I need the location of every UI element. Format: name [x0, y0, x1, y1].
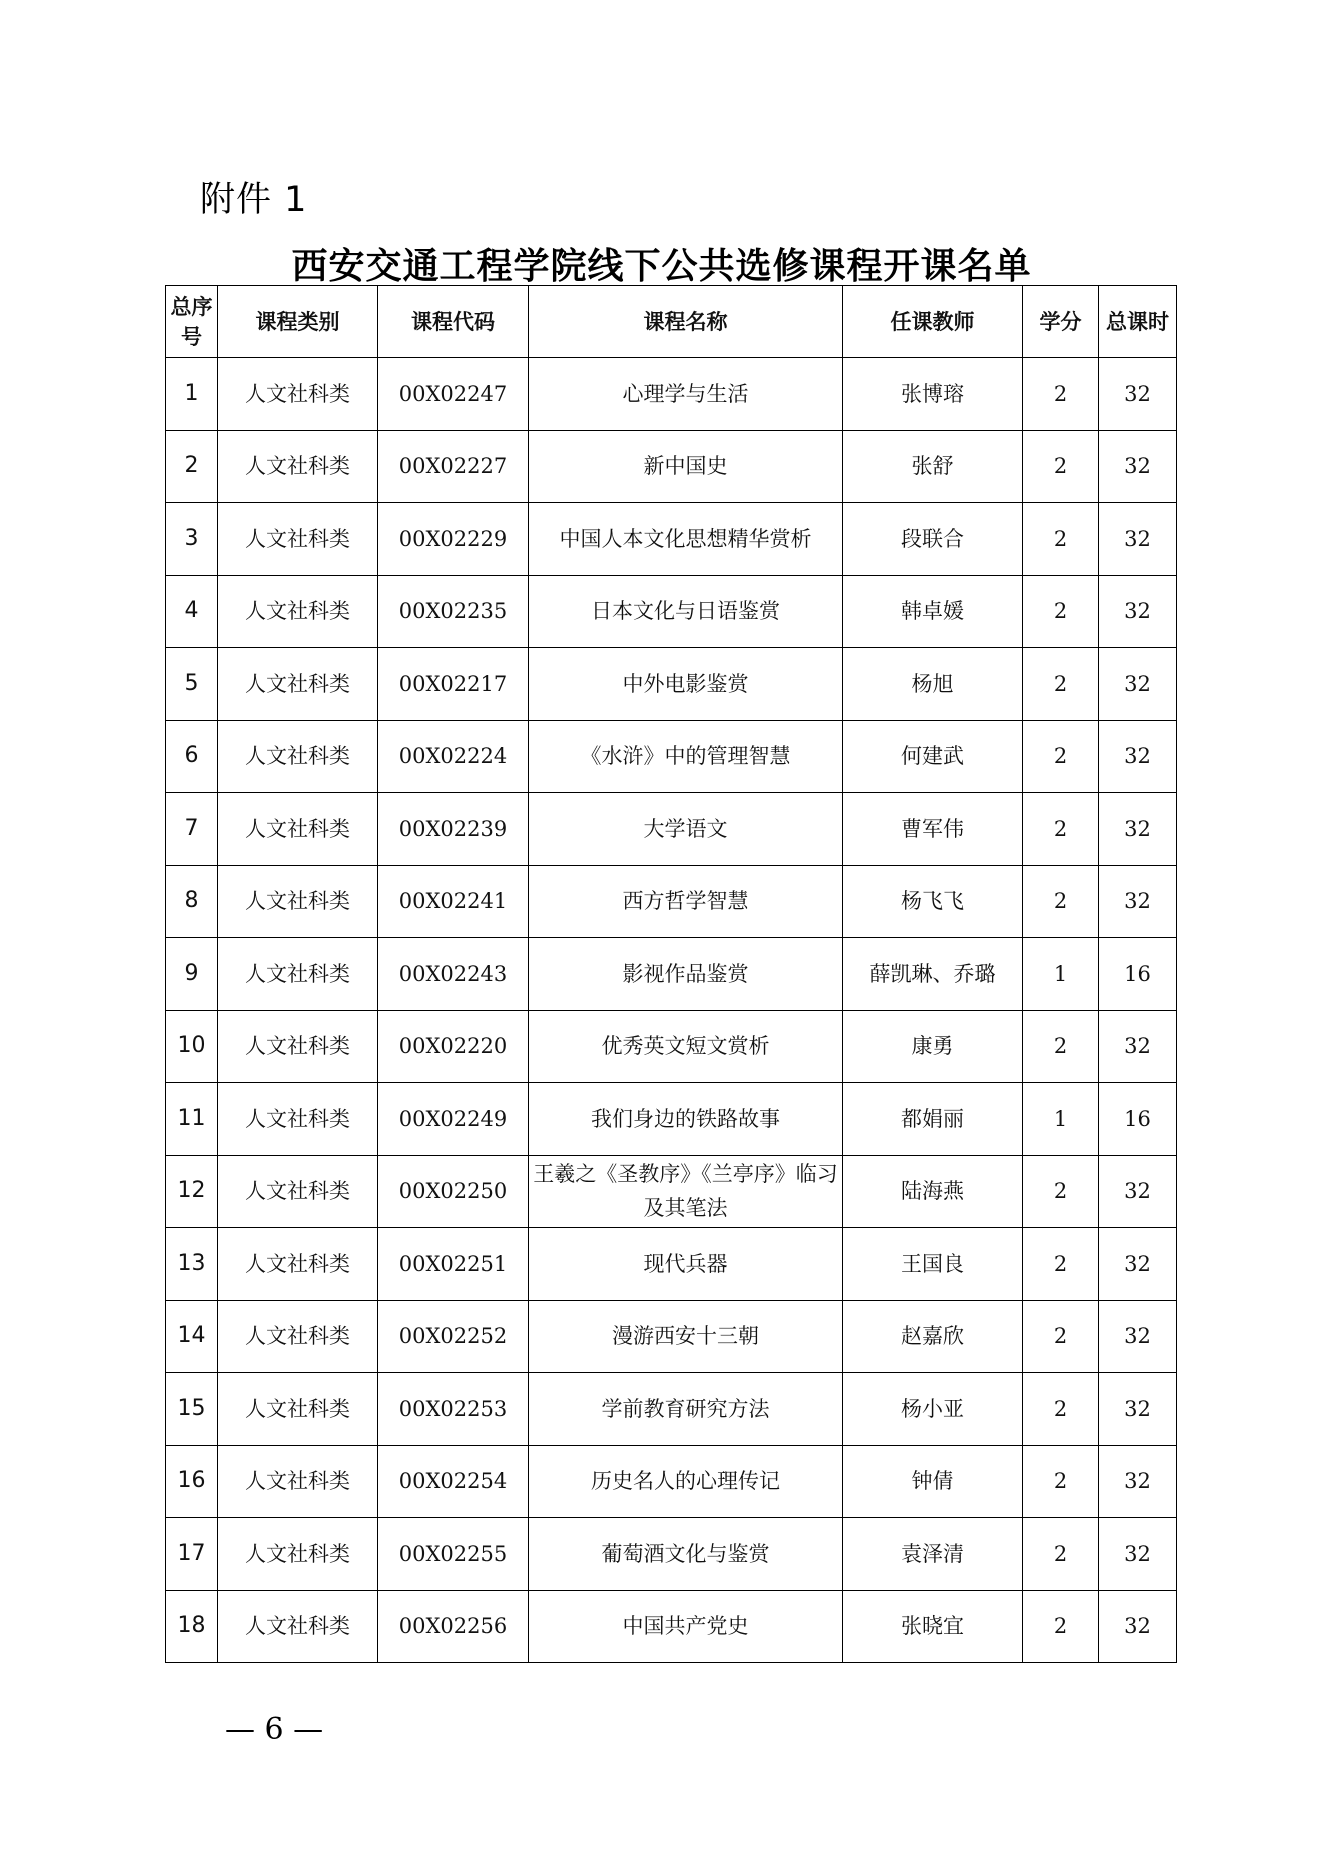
cell-course-code: 00X02249 — [378, 1083, 529, 1156]
table-row — [166, 793, 1177, 866]
cell-course-category: 人文社科类 — [218, 1010, 378, 1083]
cell-course-name: 中外电影鉴赏 — [529, 648, 843, 721]
cell-total-hours: 32 — [1099, 648, 1177, 721]
cell-course-code: 00X02224 — [378, 720, 529, 793]
cell-course-name: 中国共产党史 — [529, 1590, 843, 1663]
cell-total-hours: 32 — [1099, 865, 1177, 938]
cell-teacher: 张舒 — [843, 430, 1023, 503]
cell-total-hours: 32 — [1099, 1155, 1177, 1228]
cell-serial-number: 16 — [166, 1445, 218, 1518]
table-row — [166, 1155, 1177, 1228]
cell-serial-number: 3 — [166, 503, 218, 576]
cell-credits: 2 — [1023, 358, 1099, 431]
cell-teacher: 曹军伟 — [843, 793, 1023, 866]
course-table — [165, 285, 1177, 1663]
cell-course-code: 00X02227 — [378, 430, 529, 503]
cell-course-name: 大学语文 — [529, 793, 843, 866]
cell-course-name: 历史名人的心理传记 — [529, 1445, 843, 1518]
cell-course-code: 00X02217 — [378, 648, 529, 721]
table-row — [166, 503, 1177, 576]
cell-teacher: 张博瑢 — [843, 358, 1023, 431]
cell-course-code: 00X02239 — [378, 793, 529, 866]
cell-course-category: 人文社科类 — [218, 1373, 378, 1446]
table-row — [166, 1010, 1177, 1083]
cell-course-code: 00X02251 — [378, 1228, 529, 1301]
cell-course-category: 人文社科类 — [218, 1155, 378, 1228]
cell-teacher: 杨旭 — [843, 648, 1023, 721]
cell-serial-number: 6 — [166, 720, 218, 793]
cell-total-hours: 32 — [1099, 720, 1177, 793]
cell-total-hours: 32 — [1099, 1228, 1177, 1301]
cell-credits: 2 — [1023, 1373, 1099, 1446]
cell-course-code: 00X02252 — [378, 1300, 529, 1373]
table-row — [166, 1590, 1177, 1663]
cell-serial-number: 15 — [166, 1373, 218, 1446]
cell-serial-number: 9 — [166, 938, 218, 1011]
cell-credits: 2 — [1023, 503, 1099, 576]
cell-course-name: 王羲之《圣教序》《兰亭序》临习及其笔法 — [529, 1155, 843, 1228]
cell-teacher: 赵嘉欣 — [843, 1300, 1023, 1373]
cell-teacher: 薛凯琳、乔璐 — [843, 938, 1023, 1011]
table-row — [166, 1518, 1177, 1591]
cell-serial-number: 17 — [166, 1518, 218, 1591]
cell-credits: 1 — [1023, 1083, 1099, 1156]
cell-course-name: 优秀英文短文赏析 — [529, 1010, 843, 1083]
cell-serial-number: 4 — [166, 575, 218, 648]
cell-course-name: 日本文化与日语鉴赏 — [529, 575, 843, 648]
cell-credits: 2 — [1023, 1445, 1099, 1518]
cell-course-code: 00X02254 — [378, 1445, 529, 1518]
cell-teacher: 杨小亚 — [843, 1373, 1023, 1446]
cell-course-name: 中国人本文化思想精华赏析 — [529, 503, 843, 576]
header-course-category: 课程类别 — [218, 286, 378, 358]
document-title: 西安交通工程学院线下公共选修课程开课名单 — [291, 246, 1032, 287]
table-row — [166, 1083, 1177, 1156]
cell-credits: 2 — [1023, 1300, 1099, 1373]
cell-teacher: 陆海燕 — [843, 1155, 1023, 1228]
cell-total-hours: 32 — [1099, 1373, 1177, 1446]
cell-course-code: 00X02235 — [378, 575, 529, 648]
cell-course-code: 00X02255 — [378, 1518, 529, 1591]
cell-course-category: 人文社科类 — [218, 1518, 378, 1591]
cell-course-name: 我们身边的铁路故事 — [529, 1083, 843, 1156]
cell-course-name: 《水浒》中的管理智慧 — [529, 720, 843, 793]
cell-teacher: 韩卓媛 — [843, 575, 1023, 648]
cell-course-code: 00X02250 — [378, 1155, 529, 1228]
cell-course-name: 心理学与生活 — [529, 358, 843, 431]
cell-credits: 2 — [1023, 575, 1099, 648]
cell-credits: 2 — [1023, 648, 1099, 721]
cell-credits: 1 — [1023, 938, 1099, 1011]
cell-serial-number: 18 — [166, 1590, 218, 1663]
table-row — [166, 575, 1177, 648]
cell-course-code: 00X02243 — [378, 938, 529, 1011]
cell-total-hours: 32 — [1099, 1010, 1177, 1083]
cell-course-code: 00X02241 — [378, 865, 529, 938]
table-row — [166, 1228, 1177, 1301]
cell-course-code: 00X02247 — [378, 358, 529, 431]
cell-total-hours: 16 — [1099, 1083, 1177, 1156]
cell-credits: 2 — [1023, 430, 1099, 503]
cell-serial-number: 8 — [166, 865, 218, 938]
cell-course-category: 人文社科类 — [218, 1590, 378, 1663]
cell-course-category: 人文社科类 — [218, 720, 378, 793]
page-number: — 6 — — [225, 1712, 324, 1747]
cell-course-category: 人文社科类 — [218, 1083, 378, 1156]
cell-course-code: 00X02229 — [378, 503, 529, 576]
cell-teacher: 何建武 — [843, 720, 1023, 793]
table-row — [166, 938, 1177, 1011]
cell-credits: 2 — [1023, 793, 1099, 866]
header-credits: 学分 — [1023, 286, 1099, 358]
cell-teacher: 康勇 — [843, 1010, 1023, 1083]
cell-course-code: 00X02253 — [378, 1373, 529, 1446]
cell-course-category: 人文社科类 — [218, 575, 378, 648]
cell-credits: 2 — [1023, 1518, 1099, 1591]
table-row — [166, 358, 1177, 431]
cell-serial-number: 11 — [166, 1083, 218, 1156]
cell-credits: 2 — [1023, 1228, 1099, 1301]
cell-teacher: 都娟丽 — [843, 1083, 1023, 1156]
header-serial-number: 总序号 — [166, 286, 218, 358]
header-course-name: 课程名称 — [529, 286, 843, 358]
cell-serial-number: 13 — [166, 1228, 218, 1301]
table-row — [166, 1445, 1177, 1518]
table-header-row — [166, 286, 1177, 358]
cell-total-hours: 32 — [1099, 793, 1177, 866]
cell-course-name: 影视作品鉴赏 — [529, 938, 843, 1011]
cell-course-category: 人文社科类 — [218, 793, 378, 866]
cell-total-hours: 32 — [1099, 1590, 1177, 1663]
table-row — [166, 1300, 1177, 1373]
cell-course-name: 学前教育研究方法 — [529, 1373, 843, 1446]
cell-total-hours: 16 — [1099, 938, 1177, 1011]
cell-total-hours: 32 — [1099, 430, 1177, 503]
cell-course-name: 葡萄酒文化与鉴赏 — [529, 1518, 843, 1591]
cell-teacher: 杨飞飞 — [843, 865, 1023, 938]
cell-serial-number: 7 — [166, 793, 218, 866]
cell-teacher: 钟倩 — [843, 1445, 1023, 1518]
table-row — [166, 1373, 1177, 1446]
table-row — [166, 865, 1177, 938]
cell-credits: 2 — [1023, 865, 1099, 938]
cell-course-category: 人文社科类 — [218, 648, 378, 721]
cell-credits: 2 — [1023, 1010, 1099, 1083]
cell-teacher: 王国良 — [843, 1228, 1023, 1301]
cell-course-name: 现代兵器 — [529, 1228, 843, 1301]
cell-course-category: 人文社科类 — [218, 430, 378, 503]
header-total-hours: 总课时 — [1099, 286, 1177, 358]
cell-total-hours: 32 — [1099, 1518, 1177, 1591]
header-teacher: 任课教师 — [843, 286, 1023, 358]
cell-teacher: 张晓宜 — [843, 1590, 1023, 1663]
cell-course-category: 人文社科类 — [218, 1300, 378, 1373]
cell-course-category: 人文社科类 — [218, 358, 378, 431]
cell-course-category: 人文社科类 — [218, 1228, 378, 1301]
cell-course-category: 人文社科类 — [218, 865, 378, 938]
cell-serial-number: 5 — [166, 648, 218, 721]
cell-total-hours: 32 — [1099, 358, 1177, 431]
cell-course-category: 人文社科类 — [218, 503, 378, 576]
cell-credits: 2 — [1023, 720, 1099, 793]
table-row — [166, 648, 1177, 721]
cell-total-hours: 32 — [1099, 575, 1177, 648]
cell-course-code: 00X02220 — [378, 1010, 529, 1083]
cell-teacher: 段联合 — [843, 503, 1023, 576]
cell-teacher: 袁泽清 — [843, 1518, 1023, 1591]
attachment-label: 附件 1 — [200, 180, 308, 220]
table-row — [166, 430, 1177, 503]
cell-course-category: 人文社科类 — [218, 938, 378, 1011]
cell-total-hours: 32 — [1099, 1300, 1177, 1373]
cell-serial-number: 14 — [166, 1300, 218, 1373]
cell-serial-number: 12 — [166, 1155, 218, 1228]
table-row — [166, 720, 1177, 793]
cell-course-code: 00X02256 — [378, 1590, 529, 1663]
cell-total-hours: 32 — [1099, 1445, 1177, 1518]
cell-serial-number: 2 — [166, 430, 218, 503]
cell-credits: 2 — [1023, 1155, 1099, 1228]
cell-serial-number: 1 — [166, 358, 218, 431]
cell-course-name: 西方哲学智慧 — [529, 865, 843, 938]
cell-course-name: 新中国史 — [529, 430, 843, 503]
cell-credits: 2 — [1023, 1590, 1099, 1663]
cell-course-category: 人文社科类 — [218, 1445, 378, 1518]
cell-serial-number: 10 — [166, 1010, 218, 1083]
cell-total-hours: 32 — [1099, 503, 1177, 576]
header-course-code: 课程代码 — [378, 286, 529, 358]
cell-course-name: 漫游西安十三朝 — [529, 1300, 843, 1373]
